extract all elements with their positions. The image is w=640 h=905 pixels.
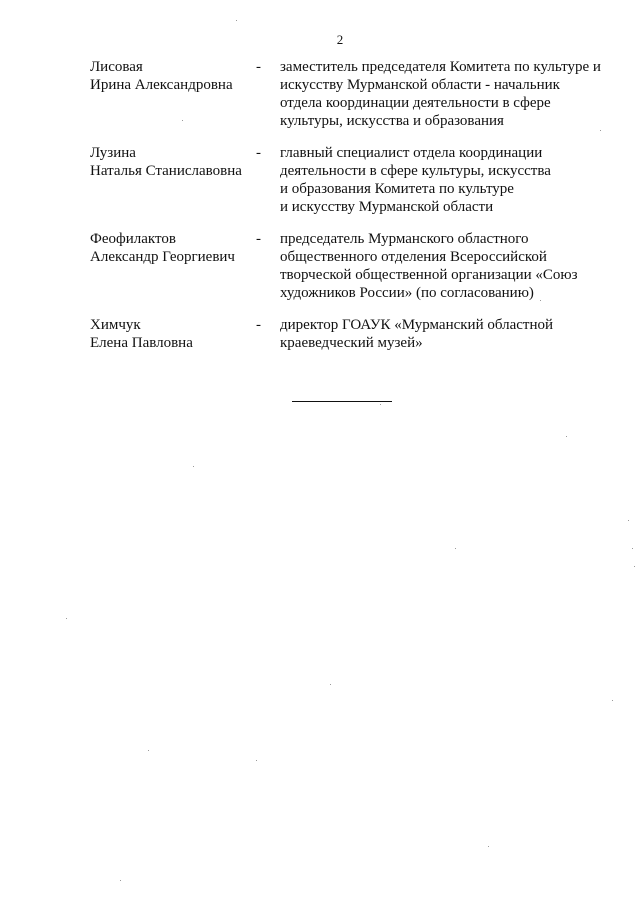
member-position — [280, 144, 610, 216]
page-number: 2 — [336, 32, 344, 47]
scan-speck — [455, 548, 456, 549]
separator-dash: - — [256, 59, 261, 75]
member-surname: Феофилактов — [90, 231, 176, 247]
member-position — [280, 230, 610, 302]
scan-speck — [148, 750, 149, 751]
position-line: заместитель председателя Комитета по культуре и — [280, 59, 601, 75]
member-given-names: Елена Павловна — [90, 335, 193, 351]
member-given-names: Ирина Александровна — [90, 77, 233, 93]
position-line: культуры, искусства и образования — [280, 113, 504, 129]
scan-speck — [193, 466, 194, 467]
scan-speck — [236, 20, 237, 21]
position-line: творческой общественной организации «Союз — [280, 267, 578, 283]
scan-speck — [330, 684, 331, 685]
scan-speck — [566, 436, 567, 437]
position-line: художников России» (по согласованию) — [280, 285, 534, 301]
scan-speck — [66, 618, 67, 619]
member-surname: Лузина — [90, 145, 136, 161]
scan-speck — [540, 300, 541, 301]
member-name — [90, 144, 260, 180]
separator-dash: - — [256, 145, 261, 161]
member-name — [90, 230, 260, 266]
position-line: председатель Мурманского областного — [280, 231, 529, 247]
member-surname: Химчук — [90, 317, 141, 333]
separator-dash: - — [256, 317, 261, 333]
position-line: отдела координации деятельности в сфере — [280, 95, 551, 111]
member-name — [90, 58, 260, 94]
scan-speck — [120, 880, 121, 881]
scan-speck — [628, 520, 629, 521]
scan-speck — [182, 120, 183, 121]
member-given-names: Александр Георгиевич — [90, 249, 235, 265]
scan-speck — [256, 760, 257, 761]
member-position — [280, 316, 610, 352]
scan-speck — [488, 846, 489, 847]
member-name — [90, 316, 260, 352]
position-line: деятельности в сфере культуры, искусства — [280, 163, 551, 179]
closing-divider-line — [292, 401, 392, 402]
scan-speck — [634, 566, 635, 567]
position-line: общественного отделения Всероссийской — [280, 249, 547, 265]
scan-speck — [612, 700, 613, 701]
position-line: и искусству Мурманской области — [280, 199, 494, 215]
position-line: краеведческий музей» — [280, 335, 423, 351]
position-line: главный специалист отдела координации — [280, 145, 543, 161]
member-given-names: Наталья Станиславовна — [90, 163, 242, 179]
position-line: искусству Мурманской области - начальник — [280, 77, 560, 93]
scan-speck — [632, 548, 633, 549]
position-line: директор ГОАУК «Мурманский областной — [280, 317, 554, 333]
separator-dash: - — [256, 231, 261, 247]
member-position — [280, 58, 610, 130]
scan-speck — [380, 404, 381, 405]
member-surname: Лисовая — [90, 59, 143, 75]
position-line: и образования Комитета по культуре — [280, 181, 514, 197]
scan-speck — [600, 130, 601, 131]
